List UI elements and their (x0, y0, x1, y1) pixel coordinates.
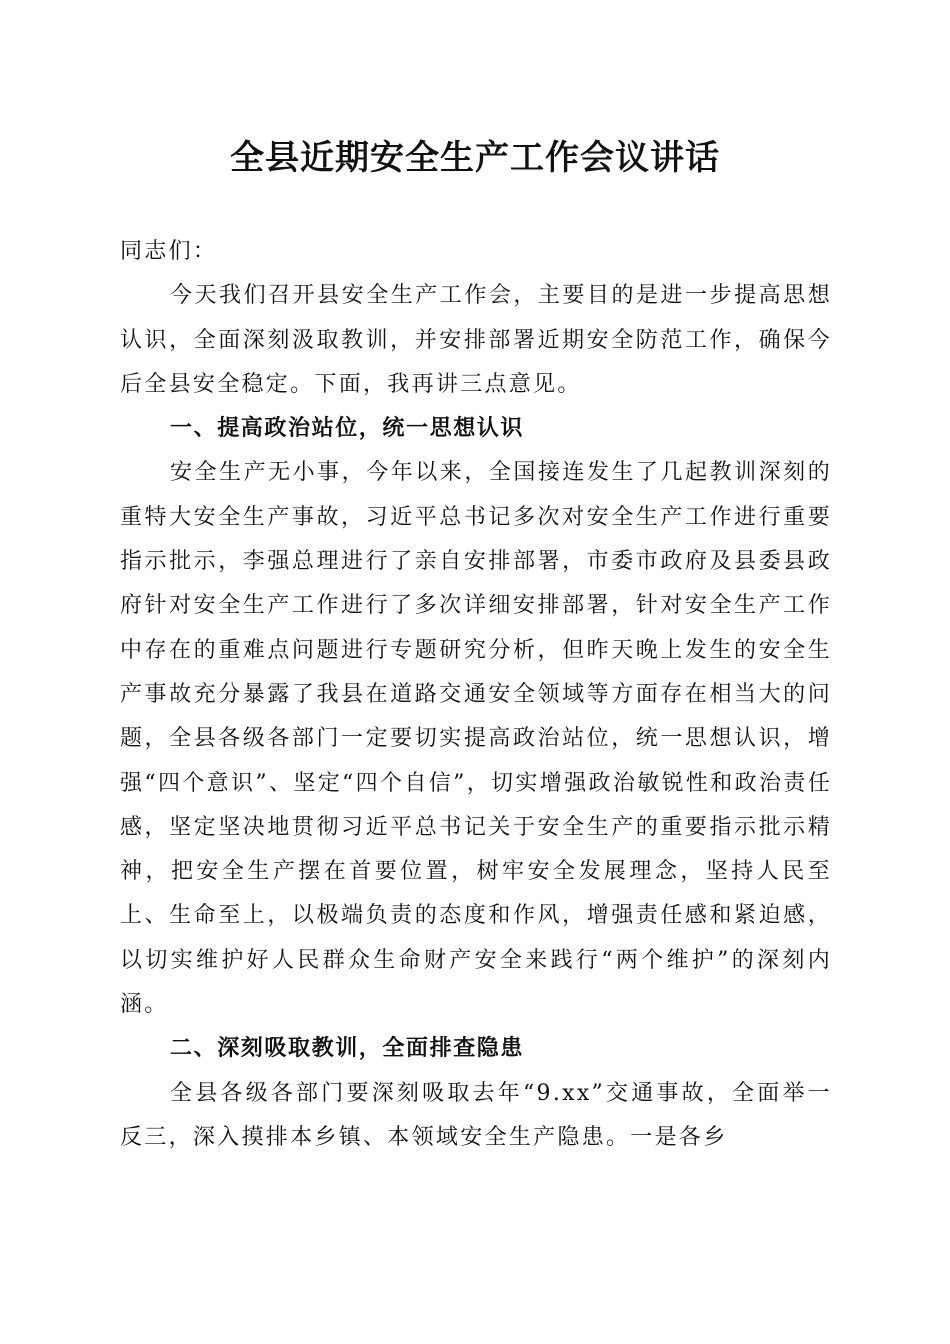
salutation: 同志们： (120, 239, 218, 264)
intro-paragraph: 今天我们召开县安全生产工作会，主要目的是进一步提高思想认识，全面深刻汲取教训，并安排部署近期安全防范工作，确保今后全县安全稳定。下面，我再讲三点意见。 (120, 283, 832, 397)
document-body (120, 230, 832, 1160)
section-2-paragraph: 全县各级各部门要深刻吸取去年“9.xx”交通事故，全面举一反三，深入摸排本乡镇、本领域安全生产隐患。一是各乡 (120, 1080, 832, 1150)
section-1-paragraph: 安全生产无小事，今年以来，全国接连发生了几起教训深刻的重特大安全生产事故，习近平总书记多次对安全生产工作进行重要指示批示，李强总理进行了亲自安排部署，市委市政府及县委县政府针对安全生产工作进行了多次详细安排部署，针对安全生产工作中存在的重难点问题进行专题研究分析，但昨天晚上发生的安全生产事故充分暴露了我县在道路交通安全领域等方面存在相当大的问题，全县各级各部门一定要切实提高政治站位，统一思想认识，增强“四个意识”、坚定“四个自信”，切实增强政治敏锐性和政治责任感，坚定坚决地贯彻习近平总书记关于安全生产的重要指示批示精神，把安全生产摆在首要位置，树牢安全发展理念，坚持人民至上、生命至上，以极端负责的态度和作风，增强责任感和紧迫感，以切实维护好人民群众生命财产安全来践行“两个维护”的深刻内涵。 (120, 460, 832, 1018)
section-1-heading: 一、提高政治站位，统一思想认识 (170, 416, 525, 442)
document-title: 全县近期安全生产工作会议讲话 (230, 138, 720, 178)
section-2-heading: 二、深刻吸取教训，全面排查隐患 (170, 1036, 525, 1062)
